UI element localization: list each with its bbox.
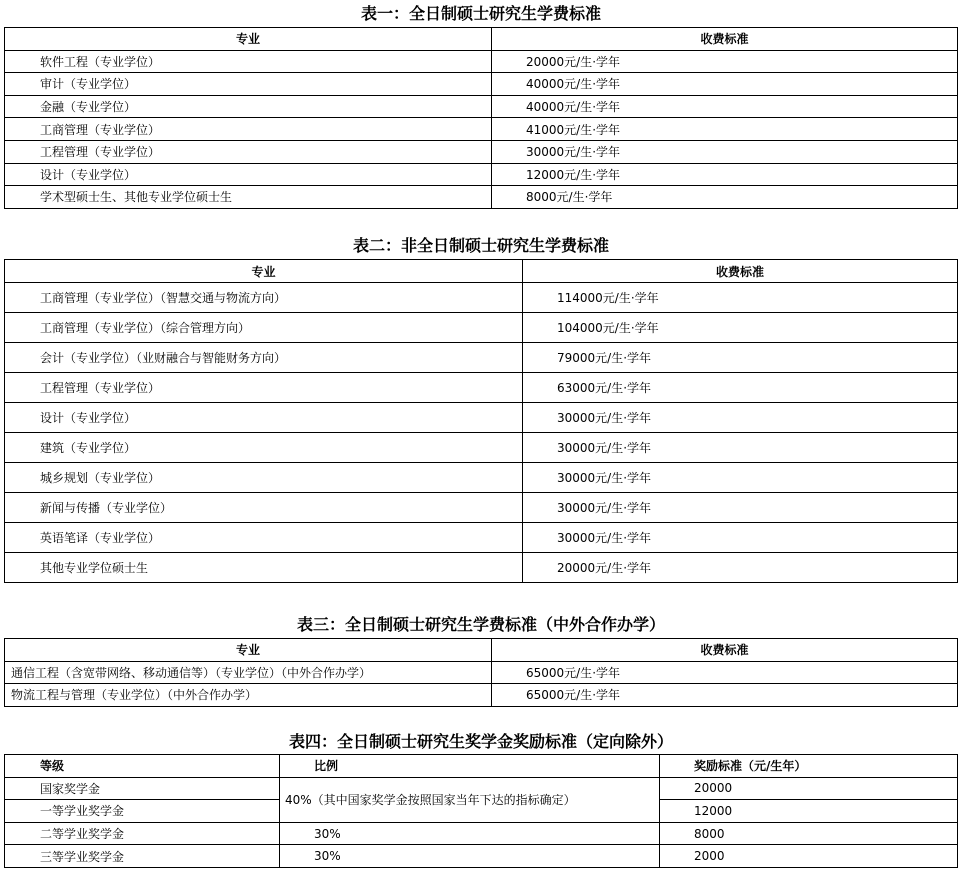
table-row bbox=[5, 661, 958, 684]
header-ratio: 比例 bbox=[280, 755, 660, 778]
level-cell: 国家奖学金 bbox=[5, 777, 280, 800]
major-cell: 物流工程与管理（专业学位）（中外合作办学） bbox=[5, 684, 492, 707]
fee-cell: 40000元/生·学年 bbox=[492, 73, 958, 96]
major-cell: 设计（专业学位） bbox=[5, 163, 492, 186]
table-row bbox=[5, 684, 958, 707]
header-fee: 收费标准 bbox=[523, 260, 958, 283]
major-cell: 金融（专业学位） bbox=[5, 95, 492, 118]
table-row bbox=[5, 118, 958, 141]
joint-program-tuition-table bbox=[4, 638, 958, 707]
table-row bbox=[5, 50, 958, 73]
fee-cell: 79000元/生·学年 bbox=[523, 343, 958, 373]
major-cell: 工程管理（专业学位） bbox=[5, 373, 523, 403]
major-cell: 会计（专业学位）（业财融合与智能财务方向） bbox=[5, 343, 523, 373]
major-cell: 新闻与传播（专业学位） bbox=[5, 493, 523, 523]
major-cell: 设计（专业学位） bbox=[5, 403, 523, 433]
table-row bbox=[5, 553, 958, 583]
table-row bbox=[5, 373, 958, 403]
header-major: 专业 bbox=[5, 639, 492, 662]
table-row bbox=[5, 493, 958, 523]
header-fee: 收费标准 bbox=[492, 28, 958, 51]
level-cell: 三等学业奖学金 bbox=[5, 845, 280, 868]
table-row bbox=[5, 186, 958, 209]
table-row bbox=[5, 95, 958, 118]
fee-cell: 114000元/生·学年 bbox=[523, 283, 958, 313]
table-header-row bbox=[5, 260, 958, 283]
table-row bbox=[5, 313, 958, 343]
fee-cell: 12000元/生·学年 bbox=[492, 163, 958, 186]
fulltime-tuition-table bbox=[4, 27, 958, 209]
major-cell: 工程管理（专业学位） bbox=[5, 140, 492, 163]
major-cell: 工商管理（专业学位）（智慧交通与物流方向） bbox=[5, 283, 523, 313]
table-row bbox=[5, 73, 958, 96]
table-row bbox=[5, 283, 958, 313]
table-row bbox=[5, 403, 958, 433]
fee-cell: 30000元/生·学年 bbox=[523, 523, 958, 553]
major-cell: 通信工程（含宽带网络、移动通信等）（专业学位）（中外合作办学） bbox=[5, 661, 492, 684]
major-cell: 工商管理（专业学位） bbox=[5, 118, 492, 141]
fee-cell: 30000元/生·学年 bbox=[523, 403, 958, 433]
table-row bbox=[5, 433, 958, 463]
header-major: 专业 bbox=[5, 28, 492, 51]
fee-cell: 104000元/生·学年 bbox=[523, 313, 958, 343]
ratio-cell: 30% bbox=[280, 845, 660, 868]
fee-cell: 65000元/生·学年 bbox=[492, 684, 958, 707]
table-row bbox=[5, 777, 958, 800]
table3-title: 表三：全日制硕士研究生学费标准（中外合作办学） bbox=[296, 615, 665, 634]
level-cell: 二等学业奖学金 bbox=[5, 822, 280, 845]
fee-cell: 63000元/生·学年 bbox=[523, 373, 958, 403]
amount-cell: 12000 bbox=[660, 800, 958, 823]
amount-cell: 2000 bbox=[660, 845, 958, 868]
amount-cell: 8000 bbox=[660, 822, 958, 845]
table-row bbox=[5, 343, 958, 373]
major-cell: 城乡规划（专业学位） bbox=[5, 463, 523, 493]
major-cell: 其他专业学位硕士生 bbox=[5, 553, 523, 583]
fee-cell: 30000元/生·学年 bbox=[523, 433, 958, 463]
fee-cell: 30000元/生·学年 bbox=[492, 140, 958, 163]
table-row bbox=[5, 845, 958, 868]
ratio-cell: 40%（其中国家奖学金按照国家当年下达的指标确定） bbox=[280, 777, 660, 822]
table-row bbox=[5, 163, 958, 186]
table-row bbox=[5, 463, 958, 493]
major-cell: 审计（专业学位） bbox=[5, 73, 492, 96]
header-amount: 奖励标准（元/生年） bbox=[660, 755, 958, 778]
table-row bbox=[5, 523, 958, 553]
level-cell: 一等学业奖学金 bbox=[5, 800, 280, 823]
major-cell: 软件工程（专业学位） bbox=[5, 50, 492, 73]
table-header-row bbox=[5, 639, 958, 662]
table4-title: 表四：全日制硕士研究生奖学金奖励标准（定向除外） bbox=[288, 732, 673, 751]
fee-cell: 8000元/生·学年 bbox=[492, 186, 958, 209]
major-cell: 工商管理（专业学位）（综合管理方向） bbox=[5, 313, 523, 343]
parttime-tuition-table bbox=[4, 259, 958, 583]
ratio-cell: 30% bbox=[280, 822, 660, 845]
header-level: 等级 bbox=[5, 755, 280, 778]
fee-cell: 20000元/生·学年 bbox=[523, 553, 958, 583]
table-row bbox=[5, 822, 958, 845]
major-cell: 学术型硕士生、其他专业学位硕士生 bbox=[5, 186, 492, 209]
table-header-row bbox=[5, 755, 958, 778]
fee-cell: 41000元/生·学年 bbox=[492, 118, 958, 141]
major-cell: 英语笔译（专业学位） bbox=[5, 523, 523, 553]
fee-cell: 40000元/生·学年 bbox=[492, 95, 958, 118]
header-fee: 收费标准 bbox=[492, 639, 958, 662]
fee-cell: 30000元/生·学年 bbox=[523, 493, 958, 523]
fee-cell: 65000元/生·学年 bbox=[492, 661, 958, 684]
scholarship-table bbox=[4, 754, 958, 868]
header-major: 专业 bbox=[5, 260, 523, 283]
major-cell: 建筑（专业学位） bbox=[5, 433, 523, 463]
fee-cell: 20000元/生·学年 bbox=[492, 50, 958, 73]
amount-cell: 20000 bbox=[660, 777, 958, 800]
fee-cell: 30000元/生·学年 bbox=[523, 463, 958, 493]
table-row bbox=[5, 140, 958, 163]
table-header-row bbox=[5, 28, 958, 51]
table2-title: 表二：非全日制硕士研究生学费标准 bbox=[352, 236, 609, 255]
table1-title: 表一：全日制硕士研究生学费标准 bbox=[360, 4, 601, 23]
